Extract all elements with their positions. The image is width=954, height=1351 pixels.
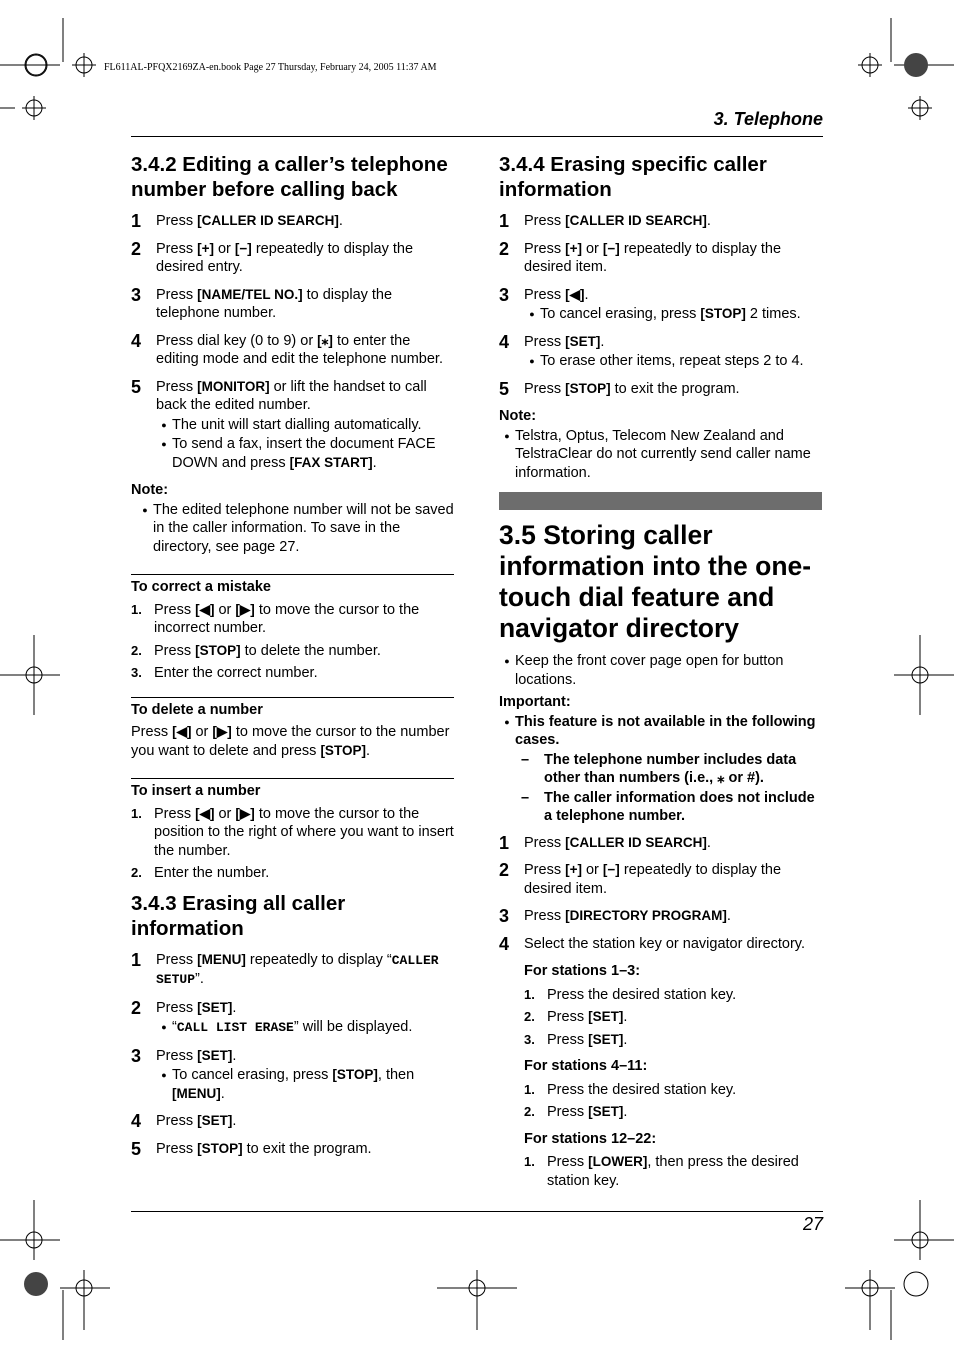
step: 5 Press [MONITOR] or lift the handset to call back the edited number. ● The unit will start dialling automatically. ● To send a fax, insert the document FACE DOWN and press [FAX START]. (131, 378, 454, 473)
key-stop: [STOP] (195, 642, 241, 658)
bullet-icon: ● (161, 1022, 167, 1032)
display-text: CALL LIST ERASE (176, 1020, 294, 1035)
key-left: [◀] (195, 601, 215, 617)
dash-item: – The telephone number includes data other than numbers (i.e., ⁎ or #). (521, 751, 797, 786)
note-label: Note: (131, 482, 169, 498)
key-menu: [MENU] (172, 1085, 221, 1101)
bullet-item: ● To erase other items, repeat steps 2 to 4. (524, 352, 822, 371)
step: 3 Press [◀]. ● To cancel erasing, press [STOP] 2 times. (499, 286, 822, 324)
list-item: 3. Enter the correct number. (131, 665, 318, 681)
key-minus: [−] (602, 862, 620, 877)
list-item: 3. Press [SET]. (524, 1031, 628, 1048)
step: 1 Press [CALLER ID SEARCH]. (499, 211, 711, 231)
bullet-icon: ● (504, 656, 510, 666)
step: 2 Press [+] or [−] repeatedly to display the desired item. (499, 238, 782, 275)
bullet-item: ● The unit will start dialling automatically. (156, 416, 454, 435)
key-fax-start: [FAX START] (289, 454, 373, 470)
note-item: ● The edited telephone number will not be saved in the caller information. To save in the directory, see page 27. (137, 501, 454, 557)
key-set: [SET] (197, 1047, 233, 1063)
bullet-icon: ● (161, 419, 167, 430)
important-label: Important: (499, 694, 571, 710)
note-item: ● Telstra, Optus, Telecom New Zealand and TelstraClear do not currently send caller name information. (499, 427, 822, 483)
step: 5 Press [STOP] to exit the program. (131, 1138, 372, 1159)
key-set: [SET] (588, 1031, 624, 1047)
stations-4-11-title: For stations 4–11: (524, 1058, 648, 1074)
key-monitor: [MONITOR] (197, 378, 270, 394)
color-target-icon (24, 1272, 48, 1296)
key-plus: [+] (565, 240, 582, 256)
crop-mark-icon (908, 96, 932, 120)
key-lower: [LOWER] (588, 1154, 648, 1169)
dash-item: – The caller information does not include a telephone number. (521, 789, 815, 824)
key-set: [SET] (588, 1009, 624, 1024)
list-item: 2. Press [STOP] to delete the number. (131, 642, 381, 659)
crop-mark-icon (0, 1200, 60, 1260)
crop-mark-icon (60, 1270, 110, 1340)
crop-mark-icon (0, 635, 60, 715)
chapter-title: 3. Telephone (713, 109, 823, 129)
list-item: 1. Press [LOWER], then press the desired station key. (524, 1154, 799, 1189)
key-right: [▶] (235, 805, 255, 821)
key-set: [SET] (197, 1113, 233, 1128)
step: 2 Press [+] or [−] repeatedly to display the desired entry. (131, 238, 414, 275)
key-directory-program: [DIRECTORY PROGRAM] (565, 908, 727, 923)
step: 5 Press [STOP] to exit the program. (499, 378, 740, 399)
stations-1-3-title: For stations 1–3: (524, 963, 641, 979)
right-column (499, 152, 822, 1194)
step: 2 Press [SET]. ● “CALL LIST ERASE” will be displayed. (131, 999, 454, 1038)
delete-number-title: To delete a number (131, 697, 454, 720)
key-minus: [−] (602, 240, 620, 256)
key-minus: [−] (234, 240, 252, 256)
bullet-icon: ● (529, 309, 535, 319)
delete-number-text: Press [◀] or [▶] to move the cursor to the number you want to delete and press [STOP]. (131, 724, 450, 759)
list-item: 2. Press [SET]. (524, 1104, 628, 1120)
list-item: 2. Press [SET]. (524, 1009, 628, 1025)
key-stop: [STOP] (700, 306, 746, 321)
section-3-4-2-title: 3.4.2 Editing a caller’s telephone number before calling back (131, 153, 448, 201)
display-text: CALLER SETUP (156, 952, 439, 987)
stations-12-22-title: For stations 12–22: (524, 1130, 657, 1147)
color-target-icon (904, 53, 928, 77)
page-number: 27 (802, 1214, 823, 1234)
key-left: [◀] (195, 805, 215, 821)
key-stop: [STOP] (332, 1067, 378, 1082)
key-menu: [MENU] (197, 951, 246, 967)
bullet-icon: ● (161, 1070, 167, 1080)
step: 1 Press [CALLER ID SEARCH]. (499, 832, 711, 853)
crop-mark-icon (894, 635, 954, 715)
key-plus: [+] (565, 862, 582, 877)
key-set: [SET] (588, 1104, 624, 1119)
note-label: Note: (499, 408, 537, 424)
key-caller-id-search: [CALLER ID SEARCH] (197, 213, 339, 228)
bullet-icon: ● (504, 716, 510, 727)
left-column (131, 152, 454, 1167)
key-name-tel-no: [NAME/TEL NO.] (197, 286, 303, 302)
key-caller-id-search: [CALLER ID SEARCH] (565, 213, 707, 228)
step: 3 Press [NAME/TEL NO.] to display the telephone number. (131, 284, 393, 321)
book-info-line: FL611AL-PFQX2169ZA-en.book Page 27 Thursday, February 24, 2005 11:37 AM (104, 62, 437, 73)
key-left: [◀] (172, 724, 192, 739)
section-3-4-4-title: 3.4.4 Erasing specific caller information (499, 153, 767, 201)
bullet-item: ● Keep the front cover page open for button locations. (499, 652, 822, 689)
list-item: 1. Press [◀] or [▶] to move the cursor to the incorrect number. (131, 601, 420, 636)
important-item: ● This feature is not available in the following cases. (499, 713, 822, 750)
color-target-icon (904, 1272, 928, 1296)
step: 3 Press [SET]. ● To cancel erasing, press [STOP], then [MENU]. (131, 1047, 454, 1104)
crop-mark-icon (845, 1270, 895, 1340)
key-right: [▶] (235, 601, 255, 617)
step: 3 Press [DIRECTORY PROGRAM]. (499, 906, 731, 926)
key-stop: [STOP] (320, 742, 366, 758)
bullet-icon: ● (504, 430, 510, 441)
header-rule (131, 136, 823, 137)
section-3-4-3-title: 3.4.3 Erasing all caller information (131, 891, 346, 940)
key-star: [⁎] (317, 332, 333, 348)
crop-mark-icon (0, 18, 96, 77)
bullet-icon: ● (161, 439, 167, 449)
bullet-icon: ● (142, 504, 148, 515)
section-3-5-title: 3.5 Storing caller information into the one-touch dial feature and navigator directory (499, 520, 812, 643)
key-set: [SET] (565, 333, 601, 349)
key-left: [◀] (565, 286, 585, 302)
footer-rule (131, 1211, 823, 1212)
step: 2 Press [+] or [−] repeatedly to display the desired item. (499, 860, 782, 897)
key-plus: [+] (197, 240, 214, 256)
insert-number-title: To insert a number (131, 778, 454, 801)
key-right: [▶] (212, 724, 232, 739)
list-item: 1. Press [◀] or [▶] to move the cursor to the position to the right of where you want to insert the number. (131, 805, 454, 859)
bullet-item: ● To cancel erasing, press [STOP] 2 times. (524, 305, 822, 324)
crop-mark-icon (894, 1200, 954, 1260)
list-item: 1. Press the desired station key. (524, 986, 737, 1003)
key-stop: [STOP] (565, 380, 611, 396)
step: 4 Select the station key or navigator directory. (499, 933, 806, 954)
step: 1 Press [CALLER ID SEARCH]. (131, 211, 343, 231)
bullet-icon: ● (529, 356, 535, 366)
step: 4 Press [SET]. (131, 1111, 237, 1131)
bullet-item: ● “CALL LIST ERASE” will be displayed. (156, 1018, 454, 1038)
bullet-item: ● To send a fax, insert the document FACE DOWN and press [FAX START]. (156, 435, 454, 472)
crop-mark-icon (437, 1270, 517, 1330)
step: 1 Press [MENU] repeatedly to display “CALLER SETUP”. (131, 949, 439, 987)
section-divider-bar (499, 492, 822, 510)
key-stop: [STOP] (197, 1140, 243, 1156)
crop-mark-icon (0, 96, 46, 120)
list-item: 1. Press the desired station key. (524, 1081, 737, 1098)
step: 4 Press [SET]. ● To erase other items, repeat steps 2 to 4. (499, 333, 822, 371)
key-set: [SET] (197, 999, 233, 1015)
bullet-item: ● To cancel erasing, press [STOP], then [MENU]. (156, 1066, 454, 1103)
key-caller-id-search: [CALLER ID SEARCH] (565, 834, 707, 850)
correct-mistake-title: To correct a mistake (131, 574, 454, 597)
step: 4 Press dial key (0 to 9) or [⁎] to enter the editing mode and edit the telephone number. (131, 330, 443, 367)
list-item: 2. Enter the number. (131, 865, 270, 881)
